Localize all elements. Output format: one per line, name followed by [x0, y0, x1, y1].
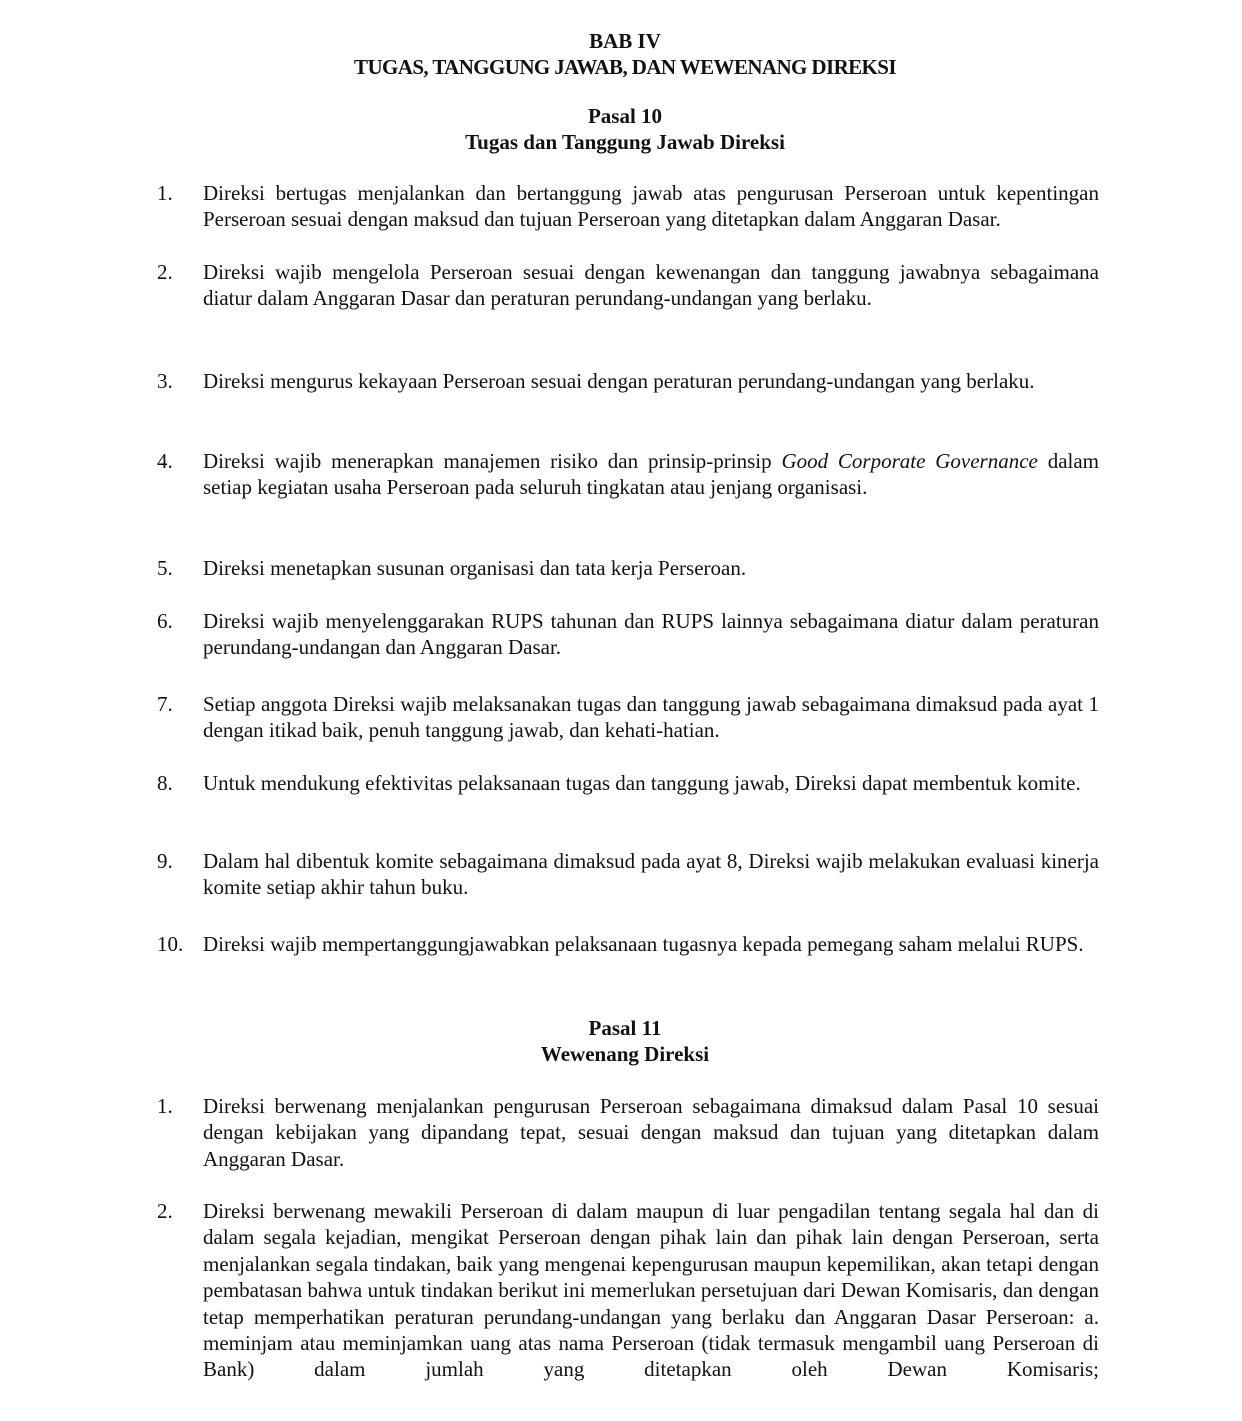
pasal-10-item-10 [157, 931, 1099, 957]
pasal-10-item-4 [157, 448, 1099, 501]
pasal-10-item-1 [157, 180, 1099, 233]
pasal-11-number: Pasal 11 [588, 1016, 662, 1040]
pasal-10-item-2 [157, 259, 1099, 312]
item-text: Direksi berwenang menjalankan pengurusan Perseroan sebagaimana dimaksud dalam Pasal 10 sesuai dengan kebijakan yang dipandang tepat, sesuai dengan maksud dan tujuan yang ditetapkan dalam Anggaran Dasar. [203, 1094, 1099, 1171]
item-text: Direksi wajib menyelenggarakan RUPS tahunan dan RUPS lainnya sebagaimana diatur dalam peraturan perundang-undangan dan Anggaran Dasar. [203, 609, 1099, 660]
item-number: 1. [157, 1094, 173, 1118]
item-text: Direksi wajib mempertanggungjawabkan pelaksanaan tugasnya kepada pemegang saham melalui RUPS. [203, 932, 1084, 956]
item-number: 8. [157, 771, 173, 795]
pasal-10-item-3 [157, 368, 1099, 394]
item-number: 7. [157, 692, 173, 716]
item-number: 5. [157, 556, 173, 580]
item-number: 10. [157, 932, 184, 956]
item-number: 1. [157, 181, 173, 205]
pasal-11-item-1 [157, 1093, 1099, 1172]
pasal-10-item-7 [157, 691, 1099, 744]
pasal-10-number: Pasal 10 [587, 104, 663, 128]
item-number: 6. [157, 609, 173, 633]
item-number: 3. [157, 369, 173, 393]
item-text: Untuk mendukung efektivitas pelaksanaan tugas dan tanggung jawab, Direksi dapat membentuk komite. [203, 771, 1081, 795]
item-text: Direksi berwenang mewakili Perseroan di dalam maupun di luar pengadilan tentang segala hal dan di dalam segala kejadian, mengikat Perseroan dengan pihak lain dan pihak lain dengan Perseroan, serta menjalankan segala tindakan, baik yang mengenai kepengurusan maupun kepemilikan, akan tetapi dengan pembatasan bahwa untuk tindakan berikut ini memerlukan persetujuan dari Dewan Komisaris, dan dengan tetap memperhatikan peraturan perundang-undangan yang berlaku dan Anggaran Dasar Perseroan: a. meminjam atau meminjamkan uang atas nama Perseroan (tidak termasuk mengambil uang Perseroan di Bank) dalam jumlah yang ditetapkan oleh Dewan Komisaris; [203, 1199, 1099, 1382]
chapter-title: TUGAS, TANGGUNG JAWAB, DAN WEWENANG DIREKSI [354, 55, 896, 79]
pasal-11-item-2 [157, 1198, 1099, 1383]
item-text: Direksi bertugas menjalankan dan bertanggung jawab atas pengurusan Perseroan untuk kepentingan Perseroan sesuai dengan maksud dan tujuan Perseroan yang ditetapkan dalam Anggaran Dasar. [203, 181, 1099, 232]
pasal-10-item-6 [157, 608, 1099, 661]
item-text: Direksi mengurus kekayaan Perseroan sesuai dengan peraturan perundang-undangan yang berlaku. [203, 369, 1035, 393]
pasal-10-item-5 [157, 555, 1099, 581]
item-text: Dalam hal dibentuk komite sebagaimana dimaksud pada ayat 8, Direksi wajib melakukan evaluasi kinerja komite setiap akhir tahun buku. [203, 849, 1099, 900]
pasal-10-item-8 [157, 770, 1099, 796]
item-number: 2. [157, 1199, 173, 1223]
item-number: 4. [157, 449, 173, 473]
item-text: Setiap anggota Direksi wajib melaksanakan tugas dan tanggung jawab sebagaimana dimaksud pada ayat 1 dengan itikad baik, penuh tanggung jawab, dan kehati-hatian. [203, 692, 1099, 743]
item-number: 2. [157, 260, 173, 284]
item-text-part: dalam setiap kegiatan usaha Perseroan pada seluruh tingkatan atau jenjang organisasi. [203, 449, 1100, 500]
item-text [203, 448, 1099, 501]
pasal-10-item-9 [157, 848, 1099, 901]
item-text: Direksi menetapkan susunan organisasi dan tata kerja Perseroan. [203, 556, 747, 580]
chapter-number: BAB IV [589, 29, 661, 53]
pasal-10-title: Tugas dan Tanggung Jawab Direksi [465, 130, 785, 154]
item-text-part: Direksi wajib menerapkan manajemen risiko dan prinsip-prinsip [203, 449, 782, 473]
item-number: 9. [157, 849, 173, 873]
item-text: Direksi wajib mengelola Perseroan sesuai dengan kewenangan dan tanggung jawabnya sebagaimana diatur dalam Anggaran Dasar dan peraturan perundang-undangan yang berlaku. [203, 260, 1099, 311]
pasal-11-title: Wewenang Direksi [540, 1042, 710, 1066]
item-text-italic: Good Corporate Governance [781, 449, 1038, 473]
